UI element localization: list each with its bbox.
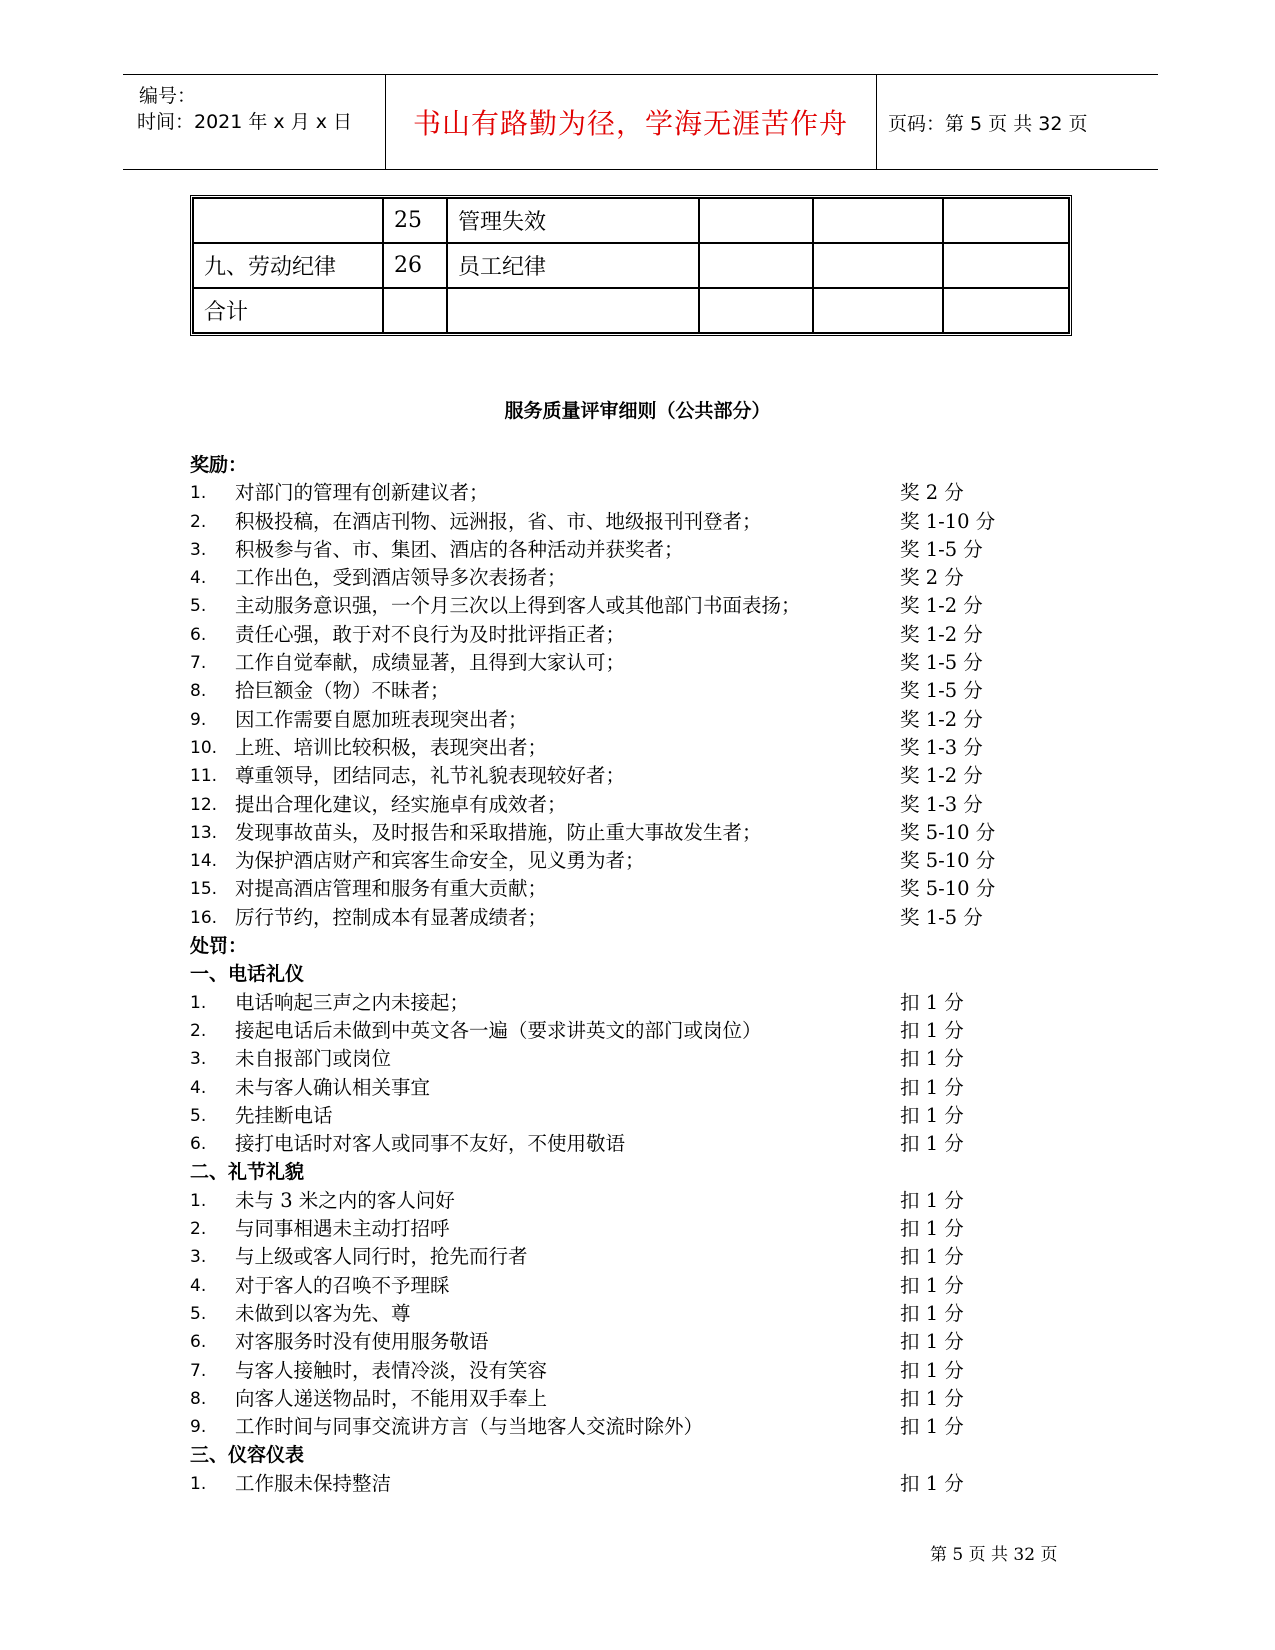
item-score: 扣 1 分 bbox=[900, 1358, 964, 1382]
item-number: 4. bbox=[190, 1077, 207, 1098]
table-cell bbox=[943, 198, 1069, 243]
section-heading bbox=[190, 932, 1070, 960]
table-cell: 25 bbox=[383, 198, 447, 243]
item-text: 与上级或客人同行时，抢先而行者 bbox=[235, 1245, 528, 1269]
header-right-cell bbox=[876, 75, 1158, 169]
list-item bbox=[190, 1215, 1070, 1243]
item-text: 积极参与省、市、集团、酒店的各种活动并获奖者； bbox=[235, 537, 684, 561]
item-text: 工作自觉奉献，成绩显著，且得到大家认可； bbox=[235, 651, 626, 675]
doc-time: 时间：2021 年 x 月 x 日 bbox=[137, 111, 353, 133]
list-item bbox=[190, 1074, 1070, 1102]
list-item bbox=[190, 847, 1070, 875]
item-score: 奖 1-3 分 bbox=[900, 792, 983, 816]
item-number: 3. bbox=[190, 539, 207, 560]
table-cell bbox=[813, 243, 943, 288]
item-score: 扣 1 分 bbox=[900, 1415, 964, 1439]
page-header bbox=[123, 74, 1158, 170]
list-item bbox=[190, 592, 1070, 620]
item-number: 6. bbox=[190, 624, 207, 645]
list-item bbox=[190, 734, 1070, 762]
doc-number: 编号： bbox=[139, 85, 197, 107]
list-item bbox=[190, 1130, 1070, 1158]
list-item bbox=[190, 819, 1070, 847]
list-item bbox=[190, 1470, 1070, 1498]
rules-list bbox=[190, 451, 1070, 1498]
score-table bbox=[190, 195, 1072, 336]
item-text: 尊重领导，团结同志，礼节礼貌表现较好者； bbox=[235, 764, 626, 788]
list-item bbox=[190, 564, 1070, 592]
item-text: 因工作需要自愿加班表现突出者； bbox=[235, 707, 528, 731]
item-score: 奖 5-10 分 bbox=[900, 849, 996, 873]
list-item bbox=[190, 1187, 1070, 1215]
item-number: 7. bbox=[190, 1360, 207, 1381]
item-number: 9. bbox=[190, 709, 207, 730]
item-number: 14. bbox=[190, 851, 218, 872]
item-number: 5. bbox=[190, 596, 207, 617]
page-footer: 第 5 页 共 32 页 bbox=[930, 1545, 1058, 1565]
item-score: 奖 1-10 分 bbox=[900, 509, 996, 533]
item-text: 对部门的管理有创新建议者； bbox=[235, 481, 489, 505]
list-item bbox=[190, 1102, 1070, 1130]
item-score: 扣 1 分 bbox=[900, 1075, 964, 1099]
item-score: 奖 1-3 分 bbox=[900, 735, 983, 759]
item-text: 为保护酒店财产和宾客生命安全，见义勇为者； bbox=[235, 849, 645, 873]
list-item bbox=[190, 649, 1070, 677]
table-cell bbox=[447, 288, 699, 333]
list-item bbox=[190, 621, 1070, 649]
section-title: 服务质量评审细则（公共部分） bbox=[504, 400, 771, 422]
item-text: 对于客人的召唤不予理睬 bbox=[235, 1273, 450, 1297]
table-cell bbox=[699, 198, 813, 243]
item-text: 向客人递送物品时，不能用双手奉上 bbox=[235, 1386, 548, 1410]
list-item bbox=[190, 791, 1070, 819]
header-page-info: 页码：第 5 页 共 32 页 bbox=[888, 113, 1088, 135]
list-item bbox=[190, 536, 1070, 564]
item-number: 8. bbox=[190, 1388, 207, 1409]
list-item bbox=[190, 1272, 1070, 1300]
item-text: 与客人接触时，表情冷淡，没有笑容 bbox=[235, 1358, 548, 1382]
table-cell bbox=[193, 198, 383, 243]
table-cell: 合计 bbox=[193, 288, 383, 333]
item-number: 1. bbox=[190, 483, 207, 504]
list-item bbox=[190, 1300, 1070, 1328]
item-score: 扣 1 分 bbox=[900, 1301, 964, 1325]
item-score: 奖 1-5 分 bbox=[900, 679, 983, 703]
item-number: 4. bbox=[190, 568, 207, 589]
item-score: 扣 1 分 bbox=[900, 1330, 964, 1354]
item-score: 奖 2 分 bbox=[900, 481, 964, 505]
item-score: 扣 1 分 bbox=[900, 1386, 964, 1410]
header-center-cell bbox=[385, 75, 877, 169]
table-cell bbox=[813, 198, 943, 243]
table-cell bbox=[943, 243, 1069, 288]
section-heading bbox=[190, 451, 1070, 479]
item-number: 2. bbox=[190, 1219, 207, 1240]
list-item bbox=[190, 875, 1070, 903]
table-row bbox=[193, 243, 1069, 288]
item-text: 拾巨额金（物）不昧者； bbox=[235, 679, 450, 703]
item-text: 工作出色，受到酒店领导多次表扬者； bbox=[235, 566, 567, 590]
list-item bbox=[190, 989, 1070, 1017]
item-text: 厉行节约，控制成本有显著成绩者； bbox=[235, 905, 548, 929]
list-item bbox=[190, 508, 1070, 536]
item-score: 扣 1 分 bbox=[900, 1047, 964, 1071]
item-score: 奖 1-2 分 bbox=[900, 764, 983, 788]
section-heading-text: 一、电话礼仪 bbox=[190, 963, 305, 986]
item-text: 未做到以客为先、尊 bbox=[235, 1301, 411, 1325]
table-cell bbox=[383, 288, 447, 333]
list-item bbox=[190, 677, 1070, 705]
item-number: 1. bbox=[190, 992, 207, 1013]
item-score: 扣 1 分 bbox=[900, 1188, 964, 1212]
item-text: 未自报部门或岗位 bbox=[235, 1047, 392, 1071]
item-score: 扣 1 分 bbox=[900, 990, 964, 1014]
item-text: 未与客人确认相关事宜 bbox=[235, 1075, 431, 1099]
item-score: 奖 1-2 分 bbox=[900, 622, 983, 646]
list-item bbox=[190, 706, 1070, 734]
item-number: 6. bbox=[190, 1332, 207, 1353]
section-heading bbox=[190, 960, 1070, 988]
item-number: 5. bbox=[190, 1105, 207, 1126]
item-text: 提出合理化建议，经实施卓有成效者； bbox=[235, 792, 567, 816]
item-score: 奖 1-2 分 bbox=[900, 594, 983, 618]
item-text: 未与 3 米之内的客人问好 bbox=[235, 1188, 455, 1212]
list-item bbox=[190, 1385, 1070, 1413]
item-number: 12. bbox=[190, 794, 218, 815]
section-heading-text: 二、礼节礼貌 bbox=[190, 1161, 305, 1184]
item-text: 与同事相遇未主动打招呼 bbox=[235, 1217, 450, 1241]
list-item bbox=[190, 762, 1070, 790]
item-score: 奖 1-5 分 bbox=[900, 651, 983, 675]
header-left-cell bbox=[123, 75, 386, 169]
item-score: 扣 1 分 bbox=[900, 1217, 964, 1241]
item-text: 接打电话时对客人或同事不友好，不使用敬语 bbox=[235, 1132, 626, 1156]
list-item bbox=[190, 1045, 1070, 1073]
item-number: 3. bbox=[190, 1049, 207, 1070]
item-score: 奖 1-5 分 bbox=[900, 537, 983, 561]
table-cell bbox=[699, 243, 813, 288]
item-score: 扣 1 分 bbox=[900, 1273, 964, 1297]
list-item bbox=[190, 479, 1070, 507]
item-text: 对客服务时没有使用服务敬语 bbox=[235, 1330, 489, 1354]
table-row bbox=[193, 288, 1069, 333]
section-heading-text: 三、仪容仪表 bbox=[190, 1444, 305, 1467]
item-number: 7. bbox=[190, 653, 207, 674]
table-cell: 26 bbox=[383, 243, 447, 288]
item-number: 8. bbox=[190, 681, 207, 702]
section-heading-text: 处罚： bbox=[190, 935, 248, 958]
item-number: 3. bbox=[190, 1247, 207, 1268]
list-item bbox=[190, 904, 1070, 932]
item-score: 扣 1 分 bbox=[900, 1018, 964, 1042]
list-item bbox=[190, 1413, 1070, 1441]
item-score: 扣 1 分 bbox=[900, 1471, 964, 1495]
item-text: 积极投稿，在酒店刊物、远洲报，省、市、地级报刊刊登者； bbox=[235, 509, 762, 533]
table-cell: 管理失效 bbox=[447, 198, 699, 243]
item-score: 扣 1 分 bbox=[900, 1245, 964, 1269]
table-cell bbox=[813, 288, 943, 333]
list-item bbox=[190, 1357, 1070, 1385]
item-text: 发现事故苗头，及时报告和采取措施，防止重大事故发生者； bbox=[235, 820, 762, 844]
list-item bbox=[190, 1243, 1070, 1271]
item-score: 奖 5-10 分 bbox=[900, 820, 996, 844]
item-number: 2. bbox=[190, 1020, 207, 1041]
item-text: 责任心强，敢于对不良行为及时批评指正者； bbox=[235, 622, 626, 646]
list-item bbox=[190, 1328, 1070, 1356]
item-number: 2. bbox=[190, 511, 207, 532]
item-number: 1. bbox=[190, 1190, 207, 1211]
item-score: 奖 5-10 分 bbox=[900, 877, 996, 901]
item-text: 接起电话后未做到中英文各一遍（要求讲英文的部门或岗位） bbox=[235, 1018, 762, 1042]
list-item bbox=[190, 1017, 1070, 1045]
item-score: 扣 1 分 bbox=[900, 1103, 964, 1127]
item-number: 6. bbox=[190, 1134, 207, 1155]
item-number: 15. bbox=[190, 879, 218, 900]
item-text: 上班、培训比较积极，表现突出者； bbox=[235, 735, 548, 759]
item-text: 主动服务意识强，一个月三次以上得到客人或其他部门书面表扬； bbox=[235, 594, 801, 618]
section-heading-text: 奖励： bbox=[190, 454, 248, 476]
item-score: 奖 2 分 bbox=[900, 566, 964, 590]
item-score: 奖 1-2 分 bbox=[900, 707, 983, 731]
section-heading bbox=[190, 1158, 1070, 1186]
table-cell: 九、劳动纪律 bbox=[193, 243, 383, 288]
item-number: 11. bbox=[190, 766, 218, 787]
item-number: 1. bbox=[190, 1473, 207, 1494]
item-number: 10. bbox=[190, 737, 218, 758]
section-heading bbox=[190, 1441, 1070, 1469]
item-number: 9. bbox=[190, 1417, 207, 1438]
item-number: 5. bbox=[190, 1303, 207, 1324]
item-text: 先挂断电话 bbox=[235, 1103, 333, 1127]
table-cell bbox=[699, 288, 813, 333]
item-text: 电话响起三声之内未接起； bbox=[235, 990, 470, 1014]
table-row bbox=[193, 198, 1069, 243]
item-text: 工作服未保持整洁 bbox=[235, 1471, 392, 1495]
table-cell: 员工纪律 bbox=[447, 243, 699, 288]
item-score: 扣 1 分 bbox=[900, 1132, 964, 1156]
item-number: 4. bbox=[190, 1275, 207, 1296]
item-text: 工作时间与同事交流讲方言（与当地客人交流时除外） bbox=[235, 1415, 704, 1439]
item-number: 13. bbox=[190, 822, 218, 843]
item-score: 奖 1-5 分 bbox=[900, 905, 983, 929]
table-cell bbox=[943, 288, 1069, 333]
item-number: 16. bbox=[190, 907, 218, 928]
item-text: 对提高酒店管理和服务有重大贡献； bbox=[235, 877, 548, 901]
header-motto: 书山有路勤为径，学海无涯苦作舟 bbox=[412, 107, 848, 140]
